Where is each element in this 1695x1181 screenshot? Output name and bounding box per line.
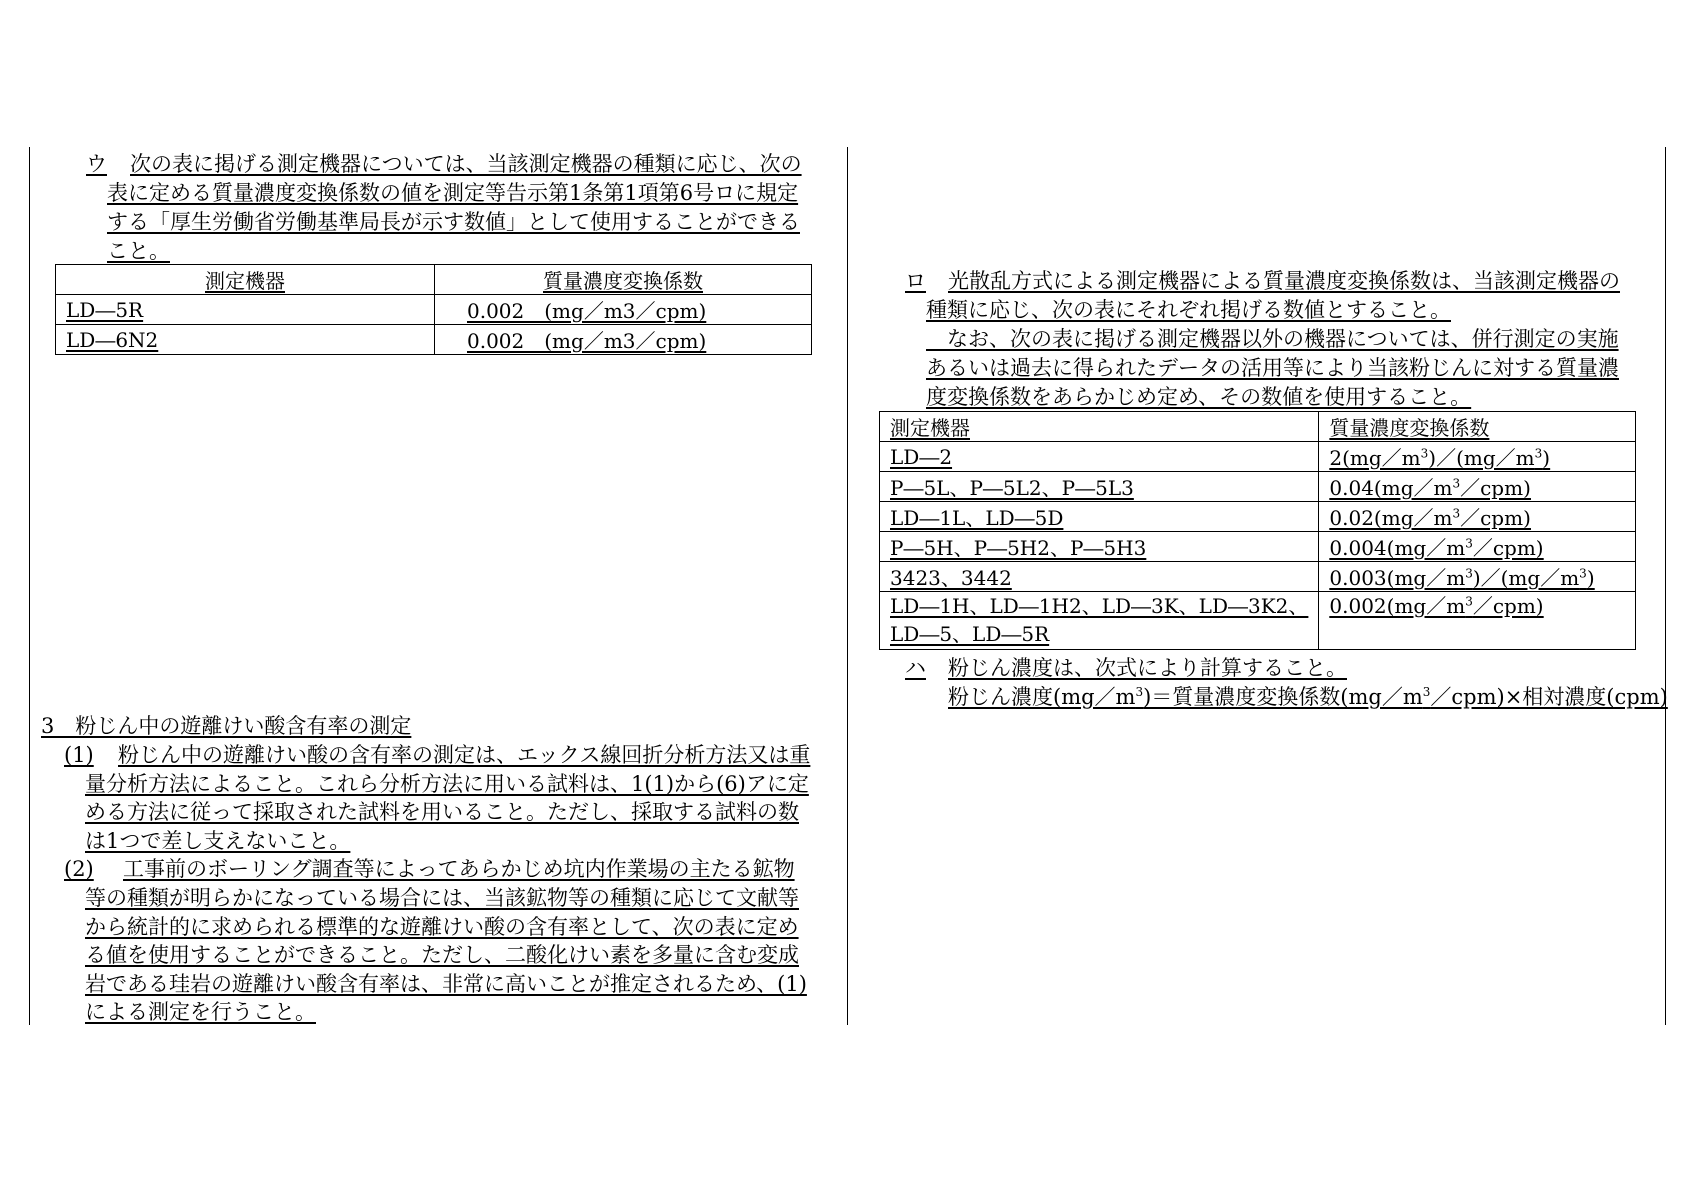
item-u-line-2: 表に定める質量濃度変換係数の値を測定等告示第1条第1項第6号ロに規定	[107, 181, 799, 205]
item-ro-line-1: 光散乱方式による測定機器による質量濃度変換係数は、当該測定機器の	[948, 269, 1620, 293]
table-header-coefficient: 質量濃度変換係数	[435, 265, 812, 295]
table-row	[880, 442, 1636, 472]
item-1-line-3: める方法に従って採取された試料を用いること。ただし、採取する試料の数	[85, 800, 799, 824]
table-cell-device: LD―6N2	[56, 325, 435, 355]
table-row	[56, 295, 812, 325]
item-ro-line-2: 種類に応じ、次の表にそれぞれ掲げる数値とすること。	[926, 298, 1451, 322]
table-row	[56, 325, 812, 355]
table-header-device: 測定機器	[880, 412, 1319, 442]
item-1-line-1: 粉じん中の遊離けい酸の含有率の測定は、エックス線回折分析方法又は重	[118, 743, 811, 767]
section-3-heading: 3 粉じん中の遊離けい酸含有率の測定	[41, 714, 412, 738]
table-header-row	[56, 265, 812, 295]
left-column-border	[29, 147, 30, 1025]
table-cell-device: LD―1L、LD―5D	[880, 502, 1319, 532]
table-cell-coefficient: $0.002(mg/m^3/cpm)$	[1319, 592, 1636, 650]
table-header-coefficient: 質量濃度変換係数	[1319, 412, 1636, 442]
conversion-table-u	[55, 264, 812, 355]
item-ro-line-4: あるいは過去に得られたデータの活用等により当該粉じんに対する質量濃	[926, 356, 1619, 380]
table-cell-coefficient: 0.002 (mg／m3／cpm)	[435, 325, 812, 355]
table-row	[880, 472, 1636, 502]
table-cell-device: LD―5R	[56, 295, 435, 325]
item-u-line-1: 次の表に掲げる測定機器については、当該測定機器の種類に応じ、次の	[130, 152, 802, 176]
item-ro-line-5: 度変換係数をあらかじめ定め、その数値を使用すること。	[926, 385, 1472, 409]
table-row	[880, 532, 1636, 562]
item-2-line-5: 岩である珪岩の遊離けい酸含有率は、非常に高いことが推定されるため、(1)	[85, 972, 807, 996]
conversion-table-ro	[879, 411, 1636, 650]
item-ha-formula: 粉じん濃度$(mg/m^3)=$質量濃度変換係数$(mg/m^3/cpm)\times$相対濃度(cpm)	[948, 685, 1668, 709]
item-ha-line-1: 粉じん濃度は、次式により計算すること。	[948, 656, 1347, 680]
item-u-marker: ウ	[86, 152, 107, 176]
table-cell-coefficient: $0.04(mg/m^3/cpm)$	[1319, 472, 1636, 502]
item-2-line-3: から統計的に求められる標準的な遊離けい酸の含有率として、次の表に定め	[85, 915, 799, 939]
item-ha-marker: ハ	[905, 656, 926, 680]
item-2-line-4: る値を使用することができること。ただし、二酸化けい素を多量に含む変成	[85, 943, 799, 967]
table-row	[880, 592, 1636, 650]
table-row	[880, 502, 1636, 532]
item-2-line-6: による測定を行うこと。	[85, 1000, 316, 1024]
item-u-line-4: こと。	[107, 239, 170, 263]
item-1-line-2: 量分析方法によること。これら分析方法に用いる試料は、1(1)から(6)アに定	[85, 772, 809, 796]
table-header-row	[880, 412, 1636, 442]
item-u-line-3: する「厚生労働省労働基準局長が示す数値」として使用することができる	[107, 210, 800, 234]
table-cell-coefficient: $0.003(mg/m^3)/(mg/m^3)$	[1319, 562, 1636, 592]
item-1-marker: (1)	[64, 743, 94, 767]
table-cell-device: LD―2	[880, 442, 1319, 472]
table-cell-device: LD―1H、LD―1H2、LD―3K、LD―3K2、 LD―5、LD―5R	[880, 592, 1319, 650]
table-cell-coefficient: $0.02(mg/m^3/cpm)$	[1319, 502, 1636, 532]
table-cell-coefficient: 0.002 (mg／m3／cpm)	[435, 295, 812, 325]
center-column-divider	[847, 147, 848, 1025]
table-cell-coefficient: $0.004(mg/m^3/cpm)$	[1319, 532, 1636, 562]
table-header-device: 測定機器	[56, 265, 435, 295]
item-1-line-4: は1つで差し支えないこと。	[85, 829, 351, 853]
item-ro-line-3: なお、次の表に掲げる測定機器以外の機器については、併行測定の実施	[926, 327, 1619, 351]
table-cell-coefficient: $2(mg/m^3)/(mg/m^3)$	[1319, 442, 1636, 472]
table-cell-device: P―5H、P―5H2、P―5H3	[880, 532, 1319, 562]
item-2-line-2: 等の種類が明らかになっている場合には、当該鉱物等の種類に応じて文献等	[85, 886, 799, 910]
right-column-border	[1665, 147, 1666, 1025]
table-cell-device: 3423、3442	[880, 562, 1319, 592]
table-row	[880, 562, 1636, 592]
item-2-marker: (2)	[64, 857, 94, 881]
item-ro-marker: ロ	[905, 269, 926, 293]
item-2-line-1: 工事前のボーリング調査等によってあらかじめ坑内作業場の主たる鉱物	[123, 857, 795, 881]
table-cell-device: P―5L、P―5L2、P―5L3	[880, 472, 1319, 502]
